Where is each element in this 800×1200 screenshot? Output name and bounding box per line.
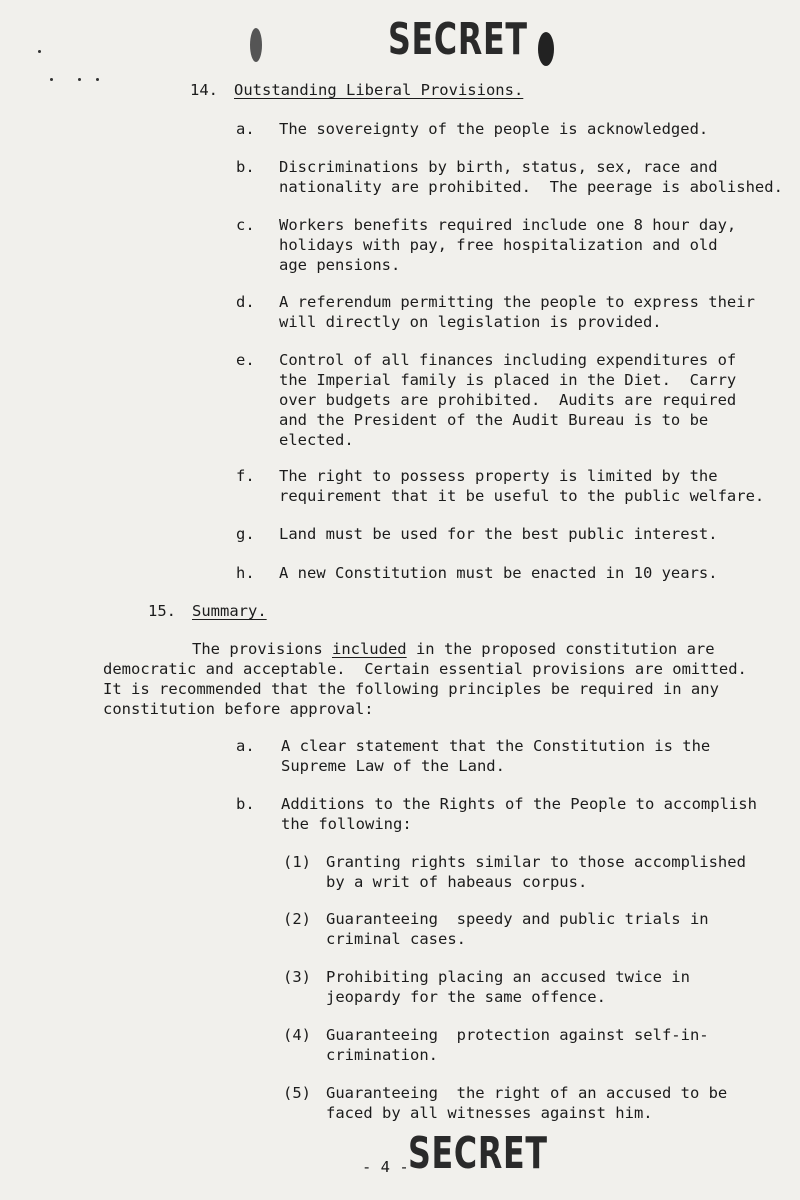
item-text: The sovereignty of the people is acknowledged.	[279, 120, 709, 138]
ink-speck	[78, 78, 81, 81]
subitem-text: Prohibiting placing an accused twice in jeopardy for the same offence.	[326, 968, 690, 1006]
section-15-number: 15.	[148, 602, 176, 620]
subitem-text: Guaranteeing speedy and public trials in criminal cases.	[326, 910, 709, 948]
summary-rest: in the proposed constitution are	[406, 640, 715, 658]
item-label: c.	[236, 216, 255, 234]
summary-lead: The provisions	[192, 640, 332, 658]
item-text: Control of all finances including expenditures of the Imperial family is placed in the Diet. Carry over budgets are prohibited. Audits are required and the President of the Audit Bureau is to be elected.	[279, 351, 737, 449]
subitem-label: (2)	[283, 910, 311, 928]
item-label: g.	[236, 525, 255, 543]
item-label: b.	[236, 795, 255, 813]
item-label: f.	[236, 467, 255, 485]
ink-speck	[96, 78, 99, 81]
item-label: h.	[236, 564, 255, 582]
ink-speck	[50, 78, 53, 81]
section-15-title: Summary.	[192, 602, 267, 620]
subitem-label: (5)	[283, 1084, 311, 1102]
summary-paragraph: democratic and acceptable. Certain essential provisions are omitted. It is recommended that the following principles be required in any constitution before approval:	[103, 660, 747, 718]
item-label: d.	[236, 293, 255, 311]
item-text: Workers benefits required include one 8 hour day, holidays with pay, free hospitalization and old age pensions.	[279, 216, 737, 274]
punch-hole	[250, 28, 262, 62]
item-label: a.	[236, 120, 255, 138]
item-text: The right to possess property is limited by the requirement that it be useful to the public welfare.	[279, 467, 765, 505]
item-text: Additions to the Rights of the People to accomplish the following:	[281, 795, 757, 833]
summary-first-line	[192, 639, 715, 659]
punch-hole	[538, 32, 554, 66]
page-number: - 4 -	[362, 1158, 409, 1176]
item-label: e.	[236, 351, 255, 369]
subitem-label: (4)	[283, 1026, 311, 1044]
item-text: Land must be used for the best public interest.	[279, 525, 718, 543]
section-14-number: 14.	[190, 81, 218, 99]
ink-speck	[38, 50, 41, 53]
item-text: A referendum permitting the people to express their will directly on legislation is provided.	[279, 293, 755, 331]
item-text: A new Constitution must be enacted in 10 years.	[279, 564, 718, 582]
item-text: Discriminations by birth, status, sex, race and nationality are prohibited. The peerage is abolished.	[279, 158, 783, 196]
secret-stamp-bottom: SECRET	[408, 1128, 548, 1179]
item-text: A clear statement that the Constitution is the Supreme Law of the Land.	[281, 737, 711, 775]
item-label: a.	[236, 737, 255, 755]
item-label: b.	[236, 158, 255, 176]
section-14-title: Outstanding Liberal Provisions.	[234, 81, 524, 99]
subitem-text: Guaranteeing protection against self-in- crimination.	[326, 1026, 709, 1064]
summary-underlined-word: included	[331, 640, 407, 658]
secret-stamp-top: SECRET	[388, 14, 528, 65]
subitem-text: Granting rights similar to those accomplished by a writ of habeaus corpus.	[326, 853, 746, 891]
subitem-text: Guaranteeing the right of an accused to be faced by all witnesses against him.	[326, 1084, 728, 1122]
subitem-label: (1)	[283, 853, 311, 871]
subitem-label: (3)	[283, 968, 311, 986]
